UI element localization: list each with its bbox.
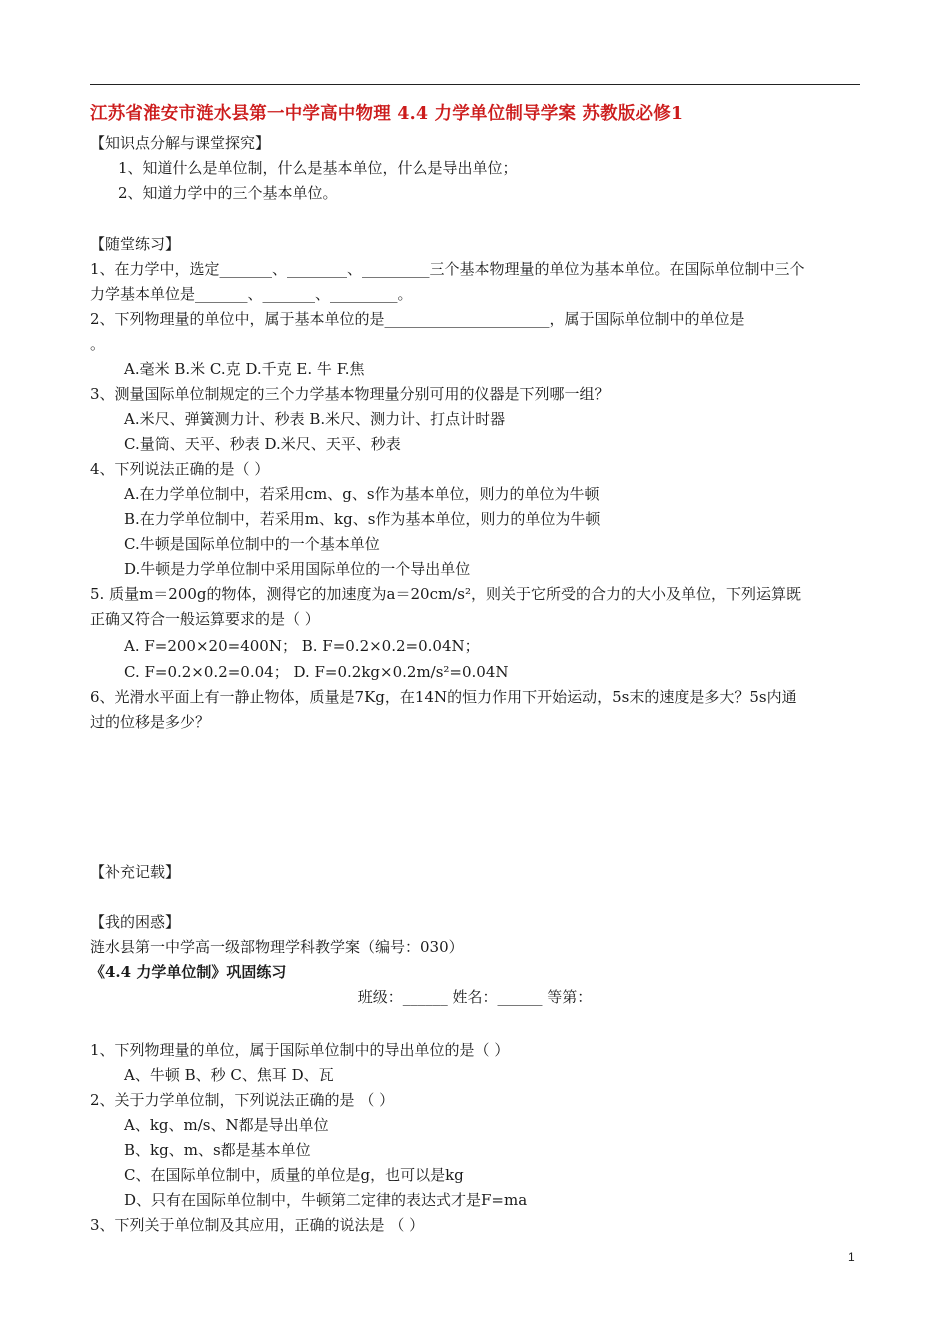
header-rule: [90, 84, 860, 85]
section-knowledge-heading: 【知识点分解与课堂探究】: [90, 134, 271, 152]
question-4-option-a: A.在力学单位制中，若采用cm、g、s作为基本单位，则力的单位为牛顿: [124, 485, 600, 503]
consolidation-question-2-option-c: C、在国际单位制中，质量的单位是g，也可以是kg: [124, 1166, 464, 1184]
document-title: 江苏省淮安市涟水县第一中学高中物理 4.4 力学单位制导学案 苏教版必修1: [90, 104, 684, 124]
question-3-options-ab: A.米尺、弹簧测力计、秒表 B.米尺、测力计、打点计时器: [124, 410, 506, 428]
class-name-grade-line: 班级：______ 姓名：______ 等第：: [357, 988, 593, 1006]
question-5-line-1: 5. 质量m＝200g的物体，测得它的加速度为a＝20cm/s²，则关于它所受的合力的大小及单位，下列运算既: [90, 585, 801, 603]
section-practice-heading: 【随堂练习】: [90, 235, 181, 253]
question-3-options-cd: C.量筒、天平、秒表 D.米尺、天平、秒表: [124, 435, 401, 453]
knowledge-item-1: 1、知道什么是单位制，什么是基本单位，什么是导出单位；: [118, 159, 518, 177]
question-2-line-2: 。: [90, 335, 106, 353]
page-number: 1: [848, 1250, 855, 1264]
question-2-line-1: 2、下列物理量的单位中，属于基本单位的是______________________，属于国际单位制中的单位是: [90, 310, 745, 328]
section-confusion-heading: 【我的困惑】: [90, 913, 181, 931]
question-5-options-ab: A. F=200×20=400N； B. F=0.2×0.2=0.04N；: [124, 637, 480, 655]
consolidation-title: 《4.4 力学单位制》巩固练习: [90, 963, 287, 981]
question-2-options: A.毫米 B.米 C.克 D.千克 E. 牛 F.焦: [124, 360, 365, 378]
question-5-line-2: 正确又符合一般运算要求的是（ ）: [90, 610, 320, 628]
consolidation-question-2-option-b: B、kg、m、s都是基本单位: [124, 1141, 311, 1159]
question-5-options-cd: C. F=0.2×0.2=0.04； D. F=0.2kg×0.2m/s²=0.04N: [124, 663, 509, 681]
consolidation-question-2-option-d: D、只有在国际单位制中，牛顿第二定律的表达式才是F=ma: [124, 1191, 528, 1209]
question-3-stem: 3、测量国际单位制规定的三个力学基本物理量分别可用的仪器是下列哪一组？: [90, 385, 610, 403]
consolidation-question-2-option-a: A、kg、m/s、N都是导出单位: [124, 1116, 329, 1134]
section-notes-heading: 【补充记载】: [90, 863, 181, 881]
question-4-stem: 4、下列说法正确的是（ ）: [90, 460, 270, 478]
question-4-option-b: B.在力学单位制中，若采用m、kg、s作为基本单位，则力的单位为牛顿: [124, 510, 601, 528]
question-4-option-d: D.牛顿是力学单位制中采用国际单位的一个导出单位: [124, 560, 471, 578]
question-6-line-1: 6、光滑水平面上有一静止物体，质量是7Kg，在14N的恒力作用下开始运动，5s末的速度是多大？5s内通: [90, 688, 797, 706]
question-4-option-c: C.牛顿是国际单位制中的一个基本单位: [124, 535, 380, 553]
school-line: 涟水县第一中学高一级部物理学科教学案（编号：030）: [90, 938, 464, 956]
question-6-line-2: 过的位移是多少？: [90, 713, 211, 731]
consolidation-question-3-stem: 3、下列关于单位制及其应用，正确的说法是 （ ）: [90, 1216, 425, 1234]
consolidation-question-1-stem: 1、下列物理量的单位，属于国际单位制中的导出单位的是（ ）: [90, 1041, 510, 1059]
question-1-line-1: 1、在力学中，选定_______、________、_________三个基本物理量的单位为基本单位。在国际单位制中三个: [90, 260, 805, 278]
consolidation-question-1-options: A、牛顿 B、秒 C、焦耳 D、瓦: [124, 1066, 334, 1084]
consolidation-question-2-stem: 2、关于力学单位制，下列说法正确的是 （ ）: [90, 1091, 395, 1109]
question-1-line-2: 力学基本单位是_______、_______、_________。: [90, 285, 413, 303]
knowledge-item-2: 2、知道力学中的三个基本单位。: [118, 184, 338, 202]
